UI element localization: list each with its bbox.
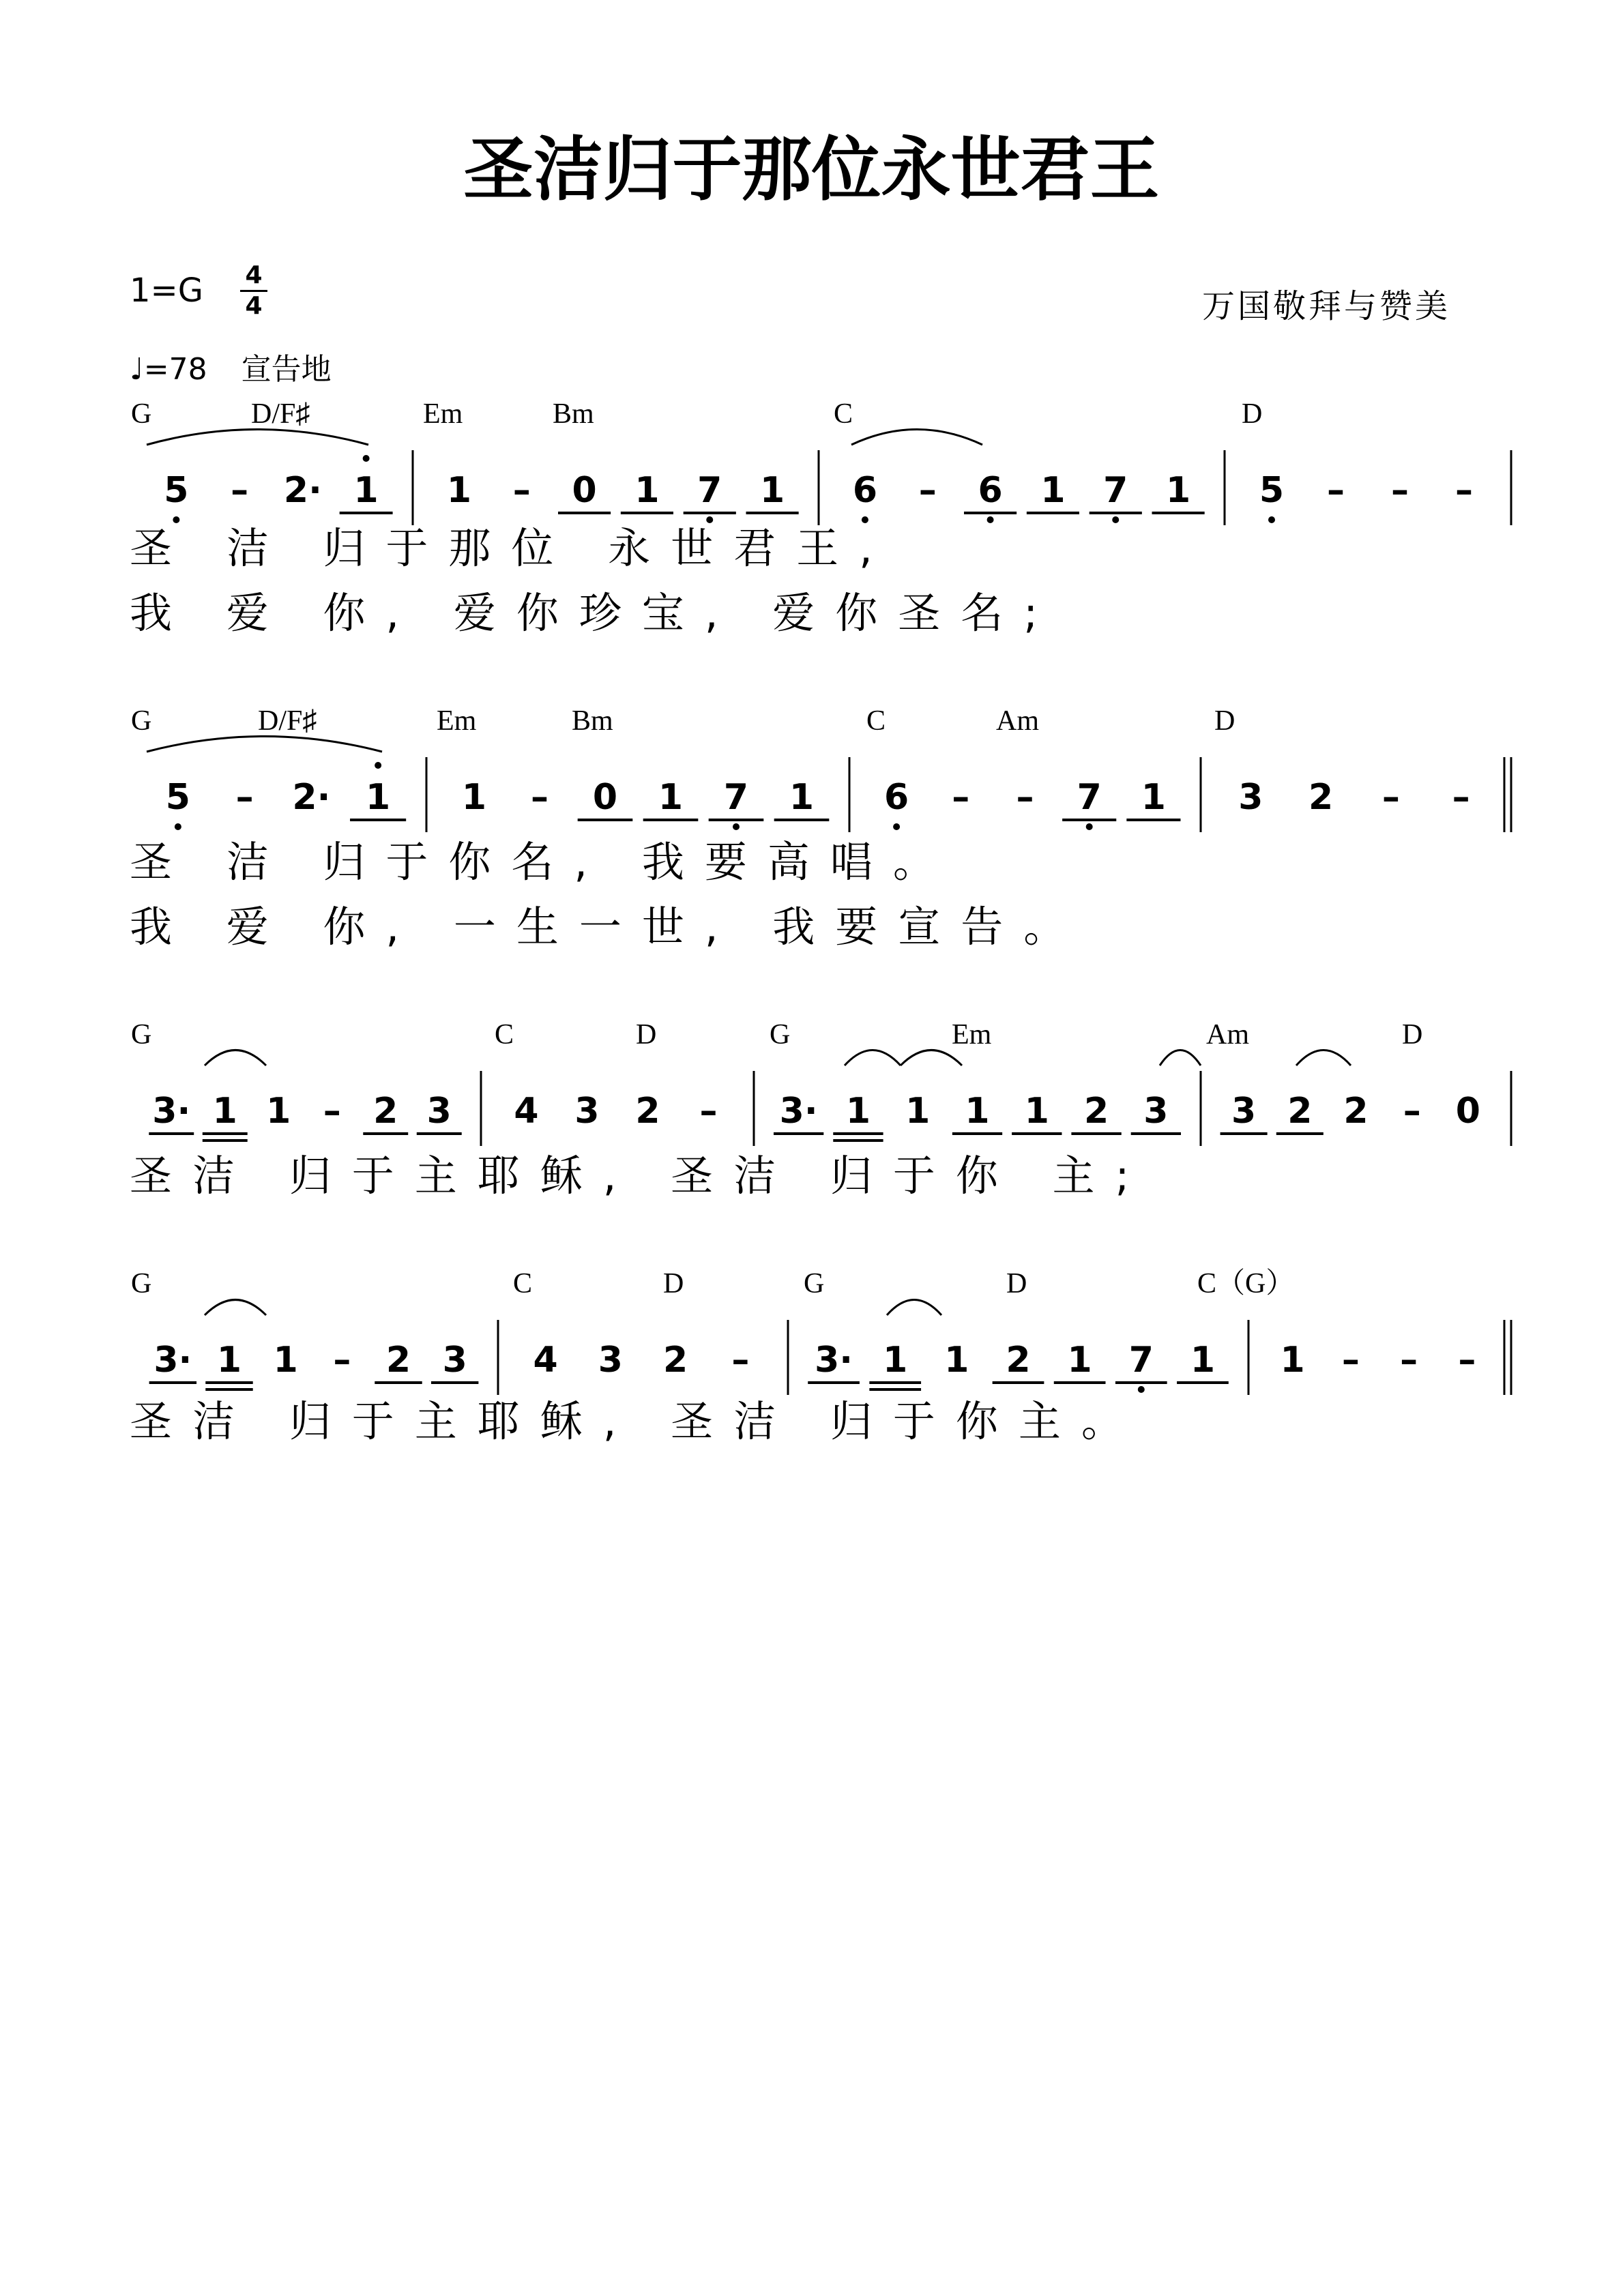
slur-arc xyxy=(851,430,982,445)
note: 0 xyxy=(592,777,618,818)
slur-arc xyxy=(147,430,368,445)
chord-symbol: C xyxy=(513,1268,533,1299)
dash-note: – xyxy=(952,777,970,818)
note: 1 xyxy=(759,470,785,511)
chord-symbol: C xyxy=(495,1019,514,1050)
note: 7 xyxy=(1103,470,1128,511)
chord-symbol: C xyxy=(866,705,886,737)
note: 6 xyxy=(852,470,878,511)
note: 1 xyxy=(1040,470,1066,511)
lyric-line: 我 爱 你, 爱你珍宝, 爱你圣名; xyxy=(130,588,1059,638)
octave-dot-low xyxy=(1138,1386,1145,1393)
chord-symbol: G xyxy=(131,705,152,737)
slur-arc xyxy=(901,1050,962,1066)
note: 1 xyxy=(1280,1340,1305,1381)
note: 1 xyxy=(658,777,684,818)
quarter-note-icon: ♩ xyxy=(130,352,144,387)
time-bottom: 4 xyxy=(245,292,263,320)
dash-note: – xyxy=(1400,1340,1418,1381)
octave-dot-high xyxy=(375,762,381,769)
lyric-line: 我 爱 你, 一生一世, 我要宣告。 xyxy=(130,902,1087,952)
octave-dot-low xyxy=(175,823,181,830)
dash-note: – xyxy=(235,777,254,818)
slur-arc xyxy=(1160,1050,1201,1066)
note: 2 xyxy=(1343,1091,1369,1132)
note: 1 xyxy=(965,1091,990,1132)
note: 1 xyxy=(353,470,379,511)
octave-dot-low xyxy=(706,516,713,523)
note: 1 xyxy=(1024,1091,1049,1132)
key-signature: 1=G xyxy=(130,271,203,310)
dash-note: – xyxy=(918,470,937,511)
note: 0 xyxy=(572,470,597,511)
note: 2 xyxy=(1006,1340,1031,1381)
chord-symbol: D xyxy=(1214,705,1235,737)
octave-dot-low xyxy=(862,516,868,523)
chord-symbol: G xyxy=(804,1268,825,1299)
note: 3 xyxy=(1231,1091,1257,1132)
slur-arc xyxy=(205,1050,266,1066)
time-top: 4 xyxy=(245,261,263,289)
note: 3· xyxy=(152,1091,191,1132)
lyric-line: 圣洁 归于主耶稣, 圣洁 归于你 主; xyxy=(130,1151,1150,1201)
note: 0 xyxy=(1455,1091,1480,1132)
octave-dot-high xyxy=(363,455,370,462)
source-credit: 万国敬拜与赞美 xyxy=(1202,287,1451,325)
chord-symbol: G xyxy=(770,1019,791,1050)
chord-symbol: D xyxy=(1242,398,1263,430)
dash-note: – xyxy=(1327,470,1345,511)
note: 5 xyxy=(1259,470,1285,511)
lyric-line: 圣 洁 归于你名, 我要高唱。 xyxy=(130,837,956,887)
note: 3 xyxy=(574,1091,600,1132)
note: 2 xyxy=(1308,777,1334,818)
note: 5 xyxy=(164,470,189,511)
chord-symbol: D/F♯ xyxy=(251,398,310,430)
note: 3· xyxy=(153,1340,192,1381)
note: 2 xyxy=(1083,1091,1109,1132)
chord-symbol: C（G） xyxy=(1197,1268,1295,1299)
chord-symbol: Em xyxy=(437,705,477,737)
chord-symbol: Am xyxy=(996,705,1039,737)
note: 1 xyxy=(461,777,487,818)
chord-symbol: C xyxy=(834,398,853,430)
note: 2 xyxy=(1287,1091,1313,1132)
note: 2· xyxy=(292,777,331,818)
dash-note: – xyxy=(231,470,249,511)
note: 7 xyxy=(1077,777,1102,818)
chord-symbol: G xyxy=(131,1268,152,1299)
lyric-line: 圣 洁 归于那位 永世君王, xyxy=(130,523,893,573)
note: 1 xyxy=(789,777,815,818)
note: 3 xyxy=(1238,777,1263,818)
chord-symbol: D xyxy=(1006,1268,1027,1299)
octave-dot-low xyxy=(733,823,740,830)
note: 1 xyxy=(1190,1340,1216,1381)
chord-symbol: D xyxy=(663,1268,684,1299)
dash-note: – xyxy=(1458,1340,1476,1381)
note: 4 xyxy=(533,1340,558,1381)
dash-note: – xyxy=(323,1091,341,1132)
chord-symbol: Em xyxy=(952,1019,992,1050)
octave-dot-low xyxy=(893,823,900,830)
note: 3 xyxy=(1143,1091,1169,1132)
note: 1 xyxy=(1141,777,1166,818)
note: 2 xyxy=(635,1091,660,1132)
note: 1 xyxy=(273,1340,298,1381)
slur-arc xyxy=(845,1050,901,1066)
octave-dot-low xyxy=(987,516,994,523)
note: 2 xyxy=(663,1340,688,1381)
note: 3 xyxy=(426,1091,452,1132)
dash-note: – xyxy=(512,470,531,511)
chord-symbol: D/F♯ xyxy=(258,705,317,737)
note: 1 xyxy=(1165,470,1191,511)
octave-dot-low xyxy=(173,516,179,523)
note: 1 xyxy=(883,1340,908,1381)
slur-arc xyxy=(887,1300,941,1316)
dash-note: – xyxy=(1403,1091,1421,1132)
note: 1 xyxy=(446,470,472,511)
octave-dot-low xyxy=(1112,516,1119,523)
note: 1 xyxy=(366,777,391,818)
note: 2 xyxy=(385,1340,411,1381)
note: 1 xyxy=(266,1091,291,1132)
chord-symbol: Am xyxy=(1206,1019,1249,1050)
dash-note: – xyxy=(1341,1340,1360,1381)
chord-symbol: Bm xyxy=(553,398,594,430)
note: 1 xyxy=(1067,1340,1092,1381)
dash-note: – xyxy=(699,1091,718,1132)
tempo-expression: 宣告地 xyxy=(241,352,332,387)
slur-arc xyxy=(1296,1050,1351,1066)
dash-note: – xyxy=(1391,470,1409,511)
dash-note: – xyxy=(333,1340,351,1381)
octave-dot-low xyxy=(1086,823,1093,830)
note: 5 xyxy=(165,777,190,818)
note: 4 xyxy=(514,1091,539,1132)
lyric-line: 圣洁 归于主耶稣, 圣洁 归于你主。 xyxy=(130,1396,1144,1446)
note: 1 xyxy=(212,1091,237,1132)
dash-note: – xyxy=(731,1340,750,1381)
note: 1 xyxy=(845,1091,871,1132)
chord-symbol: Em xyxy=(423,398,463,430)
note: 1 xyxy=(634,470,660,511)
song-title: 圣洁归于那位永世君王 xyxy=(463,129,1160,211)
dash-note: – xyxy=(1016,777,1034,818)
note: 7 xyxy=(723,777,749,818)
slur-arc xyxy=(147,737,382,752)
dash-note: – xyxy=(1452,777,1470,818)
note: 2 xyxy=(373,1091,398,1132)
note: 3· xyxy=(815,1340,853,1381)
chord-symbol: G xyxy=(131,1019,152,1050)
dash-note: – xyxy=(531,777,549,818)
chord-symbol: Bm xyxy=(572,705,613,737)
chord-symbol: D xyxy=(636,1019,657,1050)
note: 3 xyxy=(598,1340,623,1381)
dash-note: – xyxy=(1381,777,1400,818)
slur-arc xyxy=(205,1300,266,1316)
note: 2· xyxy=(283,470,322,511)
dash-note: – xyxy=(1455,470,1473,511)
note: 7 xyxy=(1128,1340,1154,1381)
octave-dot-low xyxy=(1268,516,1275,523)
note: 3· xyxy=(779,1091,818,1132)
note: 6 xyxy=(884,777,909,818)
note: 3 xyxy=(442,1340,467,1381)
tempo-value: =78 xyxy=(143,352,207,387)
note: 1 xyxy=(905,1091,931,1132)
note: 1 xyxy=(216,1340,242,1381)
chord-symbol: G xyxy=(131,398,152,430)
note: 6 xyxy=(978,470,1003,511)
chord-symbol: D xyxy=(1402,1019,1423,1050)
note: 7 xyxy=(697,470,722,511)
note: 1 xyxy=(944,1340,969,1381)
